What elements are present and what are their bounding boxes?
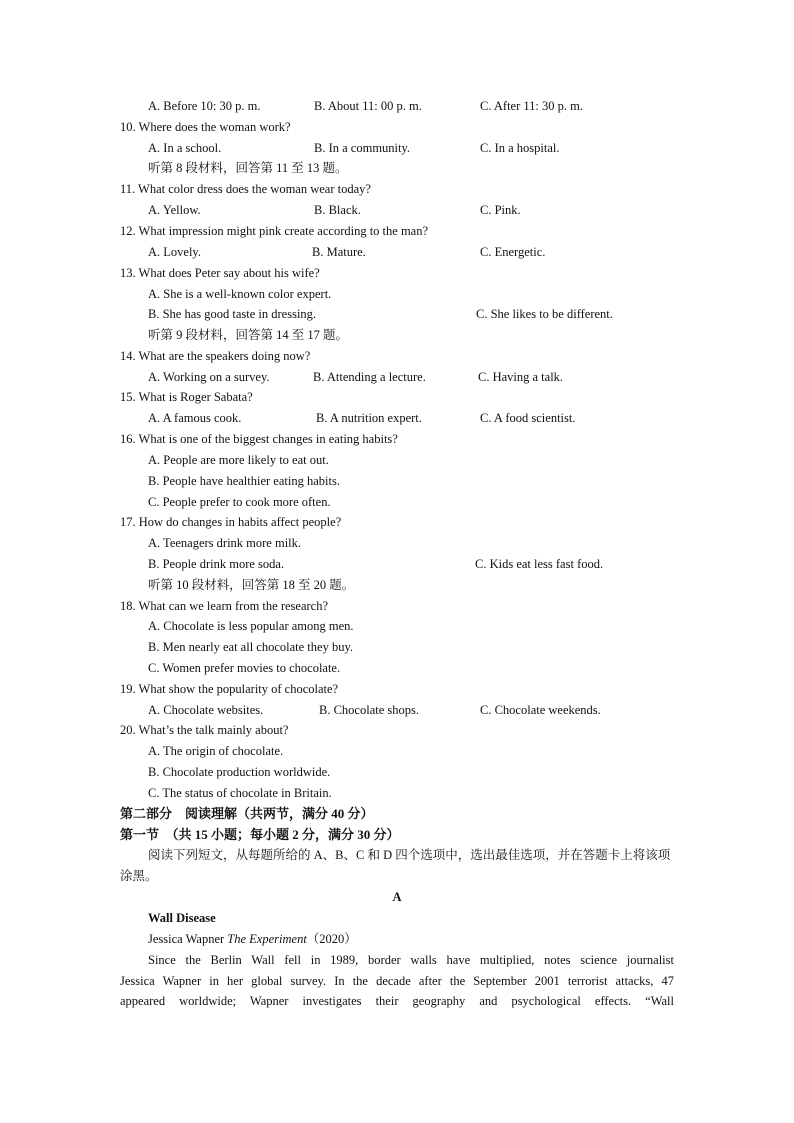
q19-option-b: B. Chocolate shops. bbox=[319, 703, 419, 717]
q17-option-a: A. Teenagers drink more milk. bbox=[148, 536, 302, 550]
q10-stem: 10. Where does the woman work? bbox=[120, 120, 291, 134]
passage-line-1: Since the Berlin Wall fell in 1989, border walls have multiplied, notes science journalist bbox=[148, 953, 674, 967]
q9-option-b: B. About 11: 00 p. m. bbox=[314, 99, 422, 113]
q14-option-a: A. Working on a survey. bbox=[148, 370, 270, 384]
q16-option-c: C. People prefer to cook more often. bbox=[148, 495, 331, 509]
q13-stem: 13. What does Peter say about his wife? bbox=[120, 266, 320, 280]
q17-option-c: C. Kids eat less fast food. bbox=[475, 557, 604, 571]
q10-option-b: B. In a community. bbox=[314, 141, 411, 155]
q17-stem: 17. How do changes in habits affect people? bbox=[120, 515, 342, 529]
q10-option-a: A. In a school. bbox=[148, 141, 222, 155]
q13-option-c: C. She likes to be different. bbox=[476, 307, 613, 321]
q12-option-c: C. Energetic. bbox=[480, 245, 546, 259]
passage-year: （2020） bbox=[306, 932, 357, 946]
q12-stem: 12. What impression might pink create according to the man? bbox=[120, 224, 429, 238]
q11-option-c: C. Pink. bbox=[480, 203, 521, 217]
section-10-instruction: 听第 10 段材料，回答第 18 至 20 题。 bbox=[148, 578, 355, 592]
q20-option-c: C. The status of chocolate in Britain. bbox=[148, 786, 332, 800]
q18-option-c: C. Women prefer movies to chocolate. bbox=[148, 661, 341, 675]
q14-option-b: B. Attending a lecture. bbox=[313, 370, 426, 384]
passage-source bbox=[148, 933, 357, 946]
q12-option-a: A. Lovely. bbox=[148, 245, 201, 259]
q15-stem: 15. What is Roger Sabata? bbox=[120, 390, 253, 404]
q18-option-b: B. Men nearly eat all chocolate they buy. bbox=[148, 640, 354, 654]
q9-option-c: C. After 11: 30 p. m. bbox=[480, 99, 584, 113]
reading-instructions: 阅读下列短文，从每题所给的 A、B、C 和 D 四个选项中，选出最佳选项，并在答题卡上将该项涂黑。 bbox=[120, 848, 671, 883]
q20-option-a: A. The origin of chocolate. bbox=[148, 744, 284, 758]
q17-option-b: B. People drink more soda. bbox=[148, 557, 285, 571]
q18-stem: 18. What can we learn from the research? bbox=[120, 599, 328, 613]
section-1-heading: 第一节 （共 15 小题；每小题 2 分，满分 30 分） bbox=[120, 827, 400, 842]
q13-option-b: B. She has good taste in dressing. bbox=[148, 307, 317, 321]
q15-option-a: A. A famous cook. bbox=[148, 411, 242, 425]
passage-book: The Experiment bbox=[227, 932, 307, 946]
q20-stem: 20. What’s the talk mainly about? bbox=[120, 723, 289, 737]
q16-option-b: B. People have healthier eating habits. bbox=[148, 474, 340, 488]
q10-option-c: C. In a hospital. bbox=[480, 141, 560, 155]
q19-stem: 19. What show the popularity of chocolate? bbox=[120, 682, 339, 696]
q13-option-a: A. She is a well-known color expert. bbox=[148, 287, 332, 301]
passage-title: Wall Disease bbox=[148, 911, 216, 925]
passage-line-2: Jessica Wapner in her global survey. In the decade after the September 2001 terrorist attacks, 47 bbox=[120, 974, 674, 988]
section-8-instruction: 听第 8 段材料，回答第 11 至 13 题。 bbox=[148, 161, 348, 175]
q9-option-a: A. Before 10: 30 p. m. bbox=[148, 99, 261, 113]
q16-option-a: A. People are more likely to eat out. bbox=[148, 453, 329, 467]
q15-option-c: C. A food scientist. bbox=[480, 411, 576, 425]
passage-letter: A bbox=[392, 890, 402, 904]
q19-option-a: A. Chocolate websites. bbox=[148, 703, 264, 717]
q14-option-c: C. Having a talk. bbox=[478, 370, 564, 384]
q11-stem: 11. What color dress does the woman wear today? bbox=[120, 182, 371, 196]
q18-option-a: A. Chocolate is less popular among men. bbox=[148, 619, 354, 633]
part-2-heading: 第二部分 阅读理解（共两节，满分 40 分） bbox=[120, 806, 374, 821]
q16-stem: 16. What is one of the biggest changes in eating habits? bbox=[120, 432, 398, 446]
q20-option-b: B. Chocolate production worldwide. bbox=[148, 765, 331, 779]
q14-stem: 14. What are the speakers doing now? bbox=[120, 349, 311, 363]
passage-author: Jessica Wapner bbox=[148, 932, 225, 946]
q11-option-b: B. Black. bbox=[314, 203, 361, 217]
q11-option-a: A. Yellow. bbox=[148, 203, 201, 217]
q15-option-b: B. A nutrition expert. bbox=[316, 411, 422, 425]
section-9-instruction: 听第 9 段材料，回答第 14 至 17 题。 bbox=[148, 328, 349, 342]
q19-option-c: C. Chocolate weekends. bbox=[480, 703, 601, 717]
passage-line-3: appeared worldwide; Wapner investigates their geography and psychological effects. “Wall bbox=[120, 994, 674, 1008]
q12-option-b: B. Mature. bbox=[312, 245, 366, 259]
